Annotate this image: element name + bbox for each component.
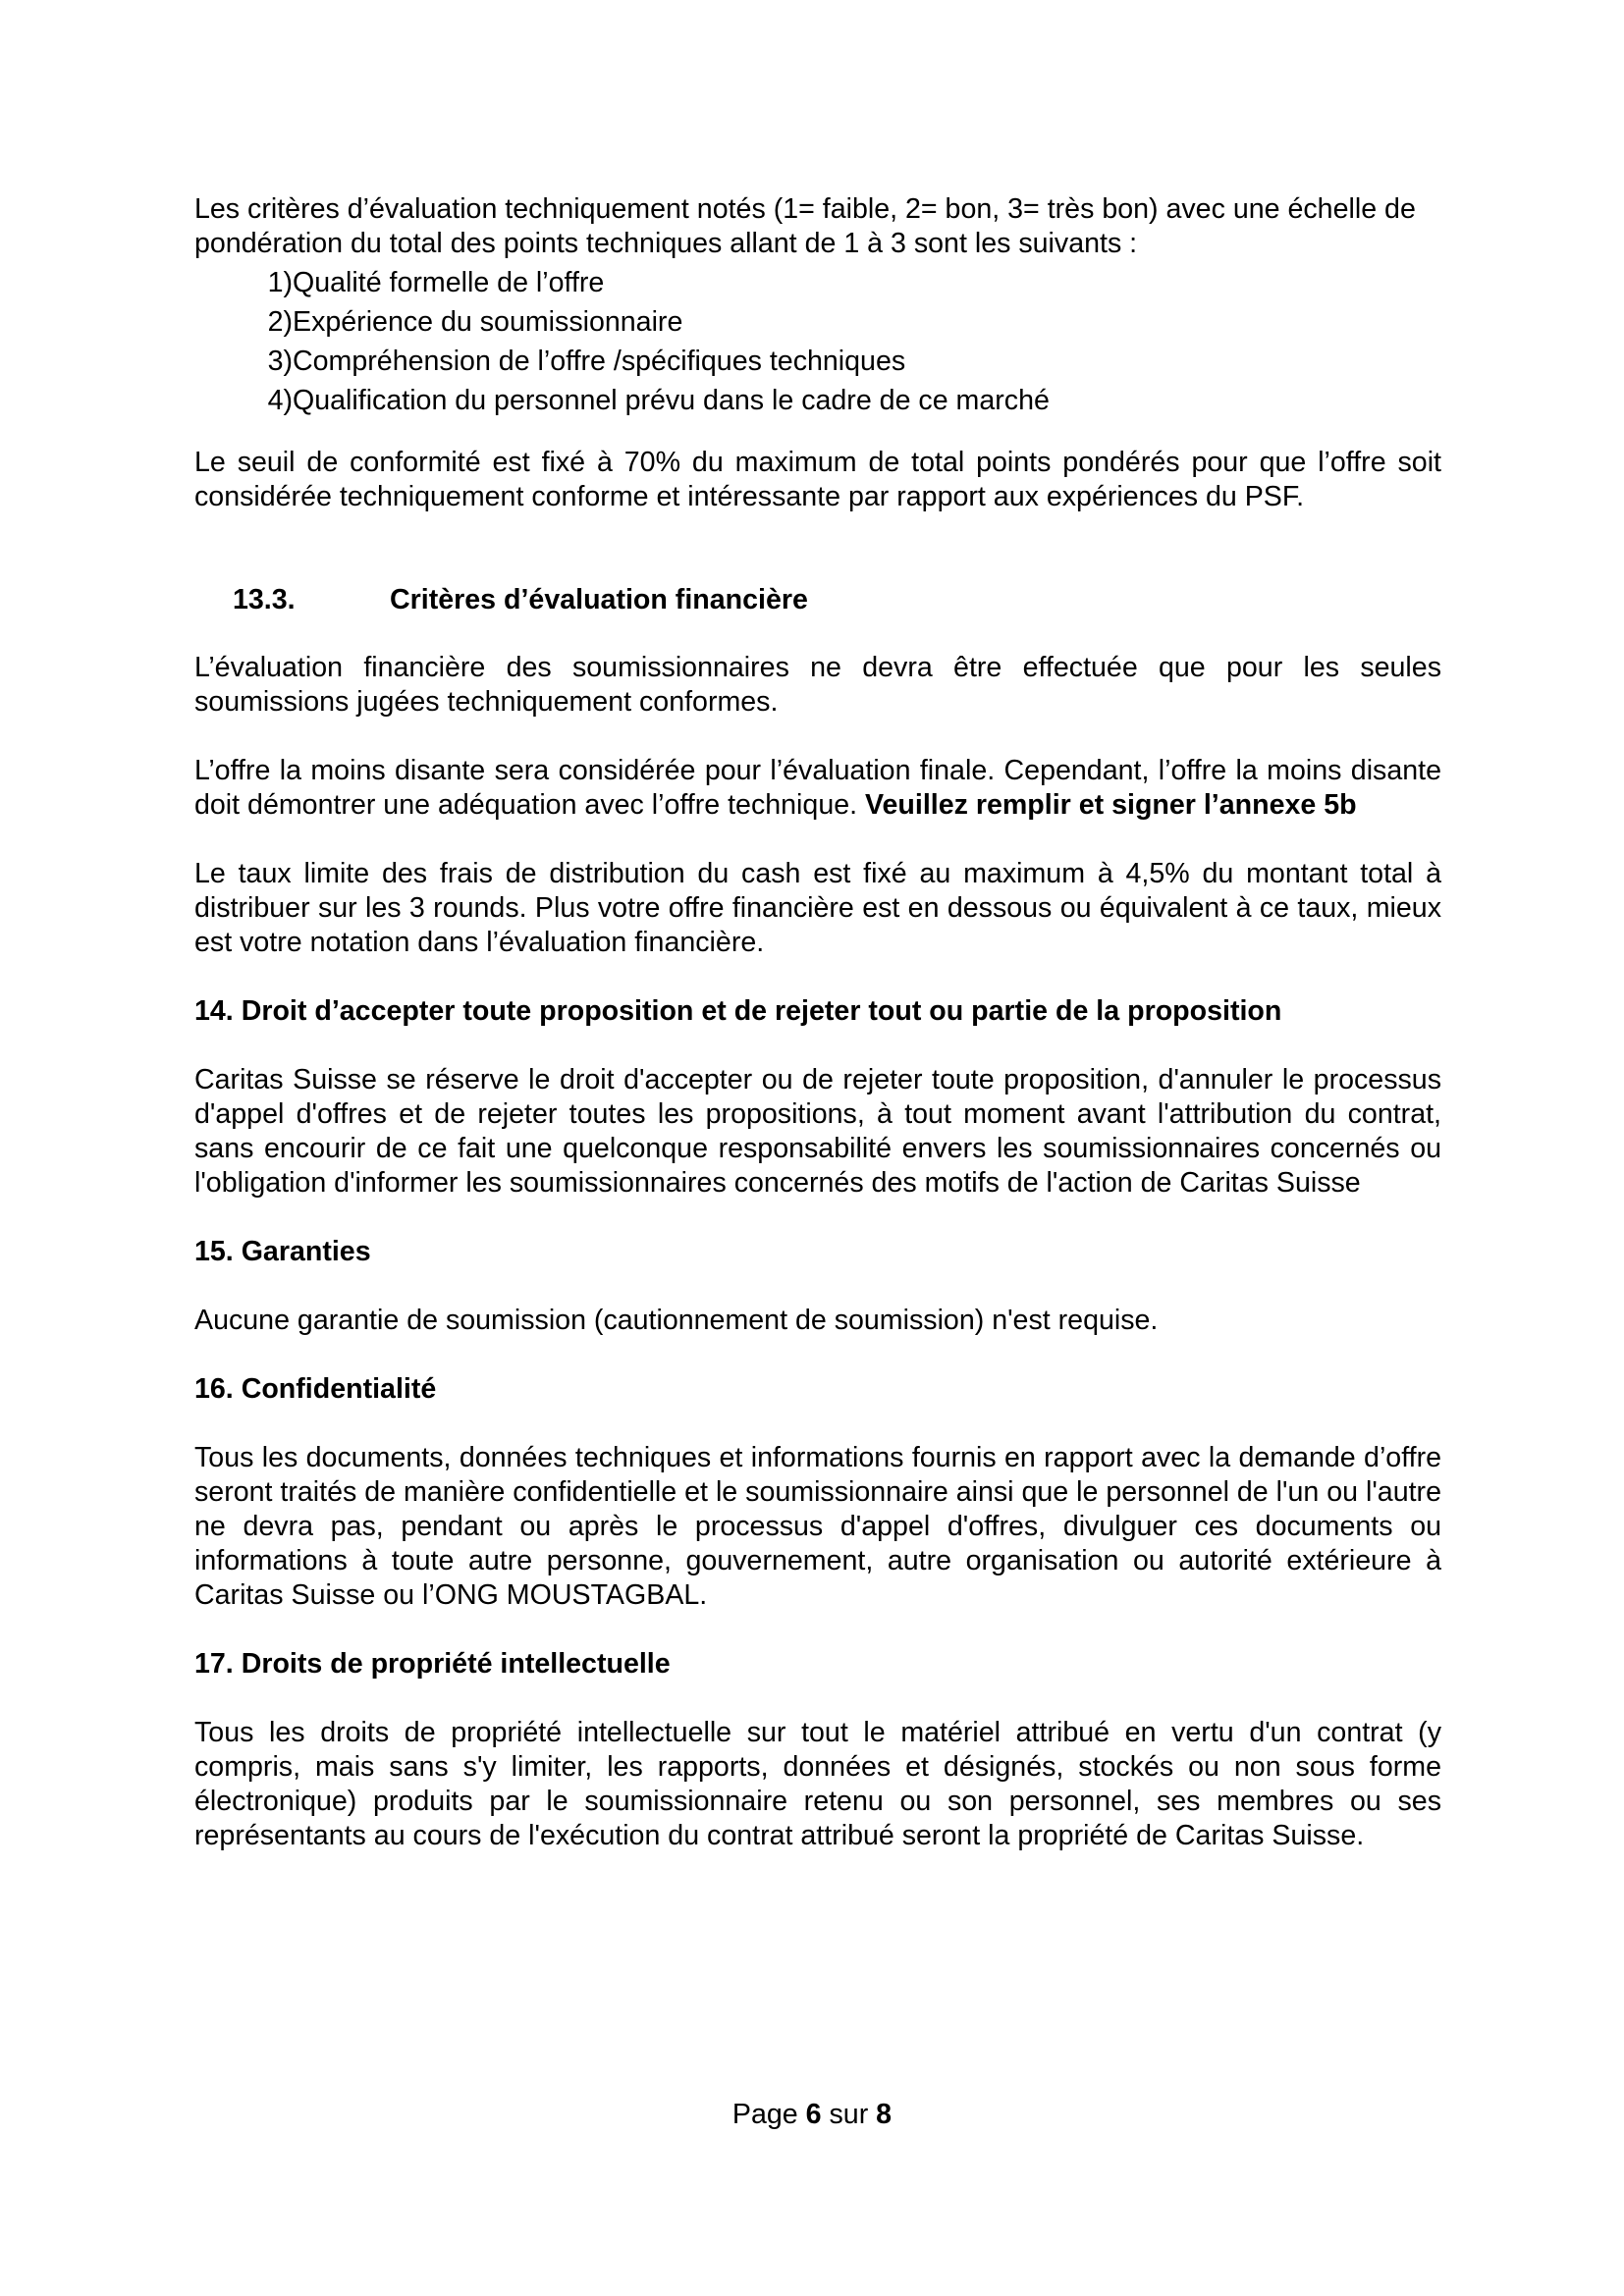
list-item	[194, 263, 1441, 302]
section-number: 13.3.	[233, 584, 296, 615]
paragraph: Aucune garantie de soumission (cautionnement de soumission) n'est requise.	[194, 1305, 1159, 1336]
footer-middle: sur	[821, 2099, 877, 2130]
paragraph: L’évaluation financière des soumissionnaires ne devra être effectuée que pour les seules soumissions jugées techniquement conformes.	[194, 652, 1441, 718]
section-14-heading: 14. Droit d’accepter toute proposition et de rejeter tout ou partie de la proposition	[194, 995, 1282, 1027]
list-number: 4)	[267, 385, 293, 416]
list-number: 1)	[267, 267, 293, 298]
paragraph	[194, 754, 1441, 823]
list-item	[194, 381, 1441, 420]
paragraph-text: L’offre la moins disante sera considérée pour l’évaluation finale. Cependant, l’offre la moins disante doit démontrer une adéquation avec l’offre technique.	[194, 755, 1441, 821]
threshold-paragraph: Le seuil de conformité est fixé à 70% du maximum de total points pondérés pour que l’offre soit considérée techniquement conforme et intéressante par rapport aux expériences du PSF.	[194, 447, 1441, 512]
page-footer	[0, 2098, 1624, 2132]
paragraph: Le taux limite des frais de distribution du cash est fixé au maximum à 4,5% du montant total à distribuer sur les 3 rounds. Plus votre offre financière est en dessous ou équivalent à ce taux, mieux est votre notation dans l’évaluation financière.	[194, 858, 1441, 958]
document-page	[194, 192, 1441, 1853]
section-15-heading: 15. Garanties	[194, 1236, 371, 1267]
list-item	[194, 342, 1441, 381]
paragraph: Tous les documents, données techniques et informations fournis en rapport avec la demande d’offre seront traités de manière confidentielle et le soumissionnaire ainsi que le personnel de l'un ou l'autre ne devra pas, pendant ou après le processus d'appel d'offres, divulguer ces documents ou informations à toute autre personne, gouvernement, autre organisation ou autorité extérieure à Caritas Suisse ou l’ONG MOUSTAGBAL.	[194, 1442, 1441, 1611]
list-text: Expérience du soumissionnaire	[293, 306, 683, 338]
list-number: 3)	[267, 346, 293, 377]
section-title: Critères d’évaluation financière	[390, 584, 808, 615]
paragraph: Caritas Suisse se réserve le droit d'accepter ou de rejeter toute proposition, d'annuler le processus d'appel d'offres et de rejeter toutes les propositions, à tout moment avant l'attribution du contrat, sans encourir de ce fait une quelconque responsabilité envers les soumissionnaires concernés ou l'obligation d'informer les soumissionnaires concernés des motifs de l'action de Caritas Suisse	[194, 1064, 1441, 1199]
section-16-heading: 16. Confidentialité	[194, 1373, 437, 1405]
page-current: 6	[805, 2099, 822, 2130]
list-item	[194, 302, 1441, 342]
list-number: 2)	[267, 306, 293, 338]
criteria-intro: Les critères d’évaluation techniquement notés (1= faible, 2= bon, 3= très bon) avec une échelle de pondération du total des points techniques allant de 1 à 3 sont les suivants :	[194, 193, 1416, 259]
section-13-3-heading	[194, 583, 1441, 617]
footer-prefix: Page	[731, 2099, 806, 2130]
paragraph: Tous les droits de propriété intellectuelle sur tout le matériel attribué en vertu d'un contrat (y compris, mais sans s'y limiter, les rapports, données et désignés, stockés ou non sous forme électronique) produits par le soumissionnaire retenu ou son personnel, ses membres ou ses représentants au cours de l'exécution du contrat attribué seront la propriété de Caritas Suisse.	[194, 1717, 1441, 1851]
list-text: Qualité formelle de l’offre	[293, 267, 605, 298]
list-text: Qualification du personnel prévu dans le cadre de ce marché	[293, 385, 1050, 416]
section-17-heading: 17. Droits de propriété intellectuelle	[194, 1648, 671, 1680]
page-total: 8	[876, 2099, 893, 2130]
criteria-list	[194, 263, 1441, 420]
annex-instruction: Veuillez remplir et signer l’annexe 5b	[865, 789, 1357, 821]
list-text: Compréhension de l’offre /spécifiques techniques	[293, 346, 906, 377]
